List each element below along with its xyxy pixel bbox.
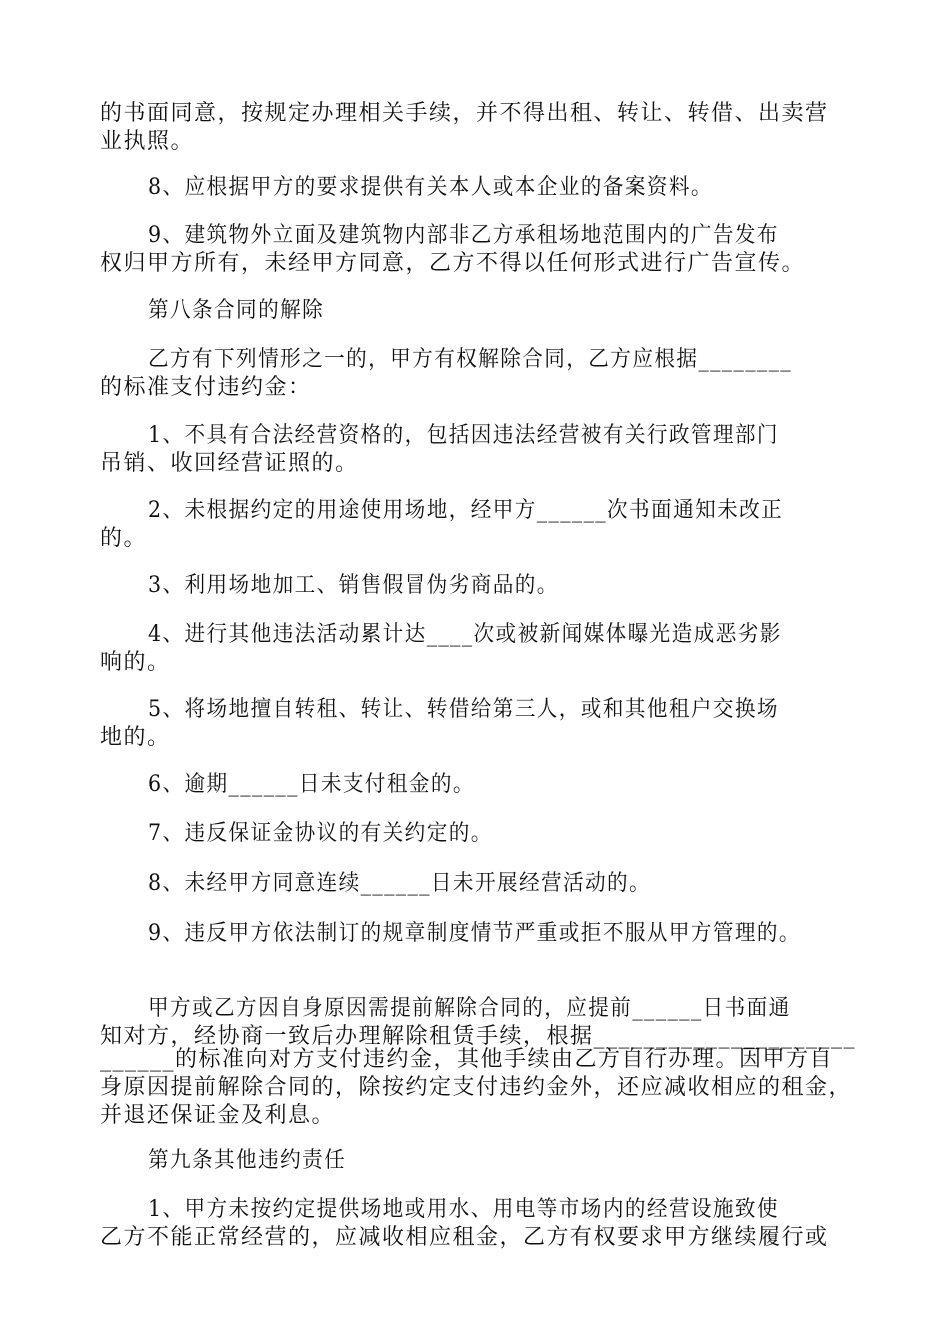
text-line: 权归甲方所有，未经甲方同意，乙方不得以任何形式进行广告宣传。 — [100, 251, 806, 276]
text-line: 5、将场地擅自转租、转让、转借给第三人，或和其他租户交换场 — [148, 697, 779, 722]
text-line: 业执照。 — [100, 129, 195, 154]
text-line: 身原因提前解除合同的，除按约定支付违约金外，还应减收相应的租金， — [100, 1075, 853, 1100]
text-line: 的书面同意，按规定办理相关手续，并不得出租、转让、转借、出卖营 — [100, 101, 829, 126]
text-line: 8、应根据甲方的要求提供有关本人或本企业的备案资料。 — [148, 175, 713, 200]
text-line: 乙方有下列情形之一的，甲方有权解除合同，乙方应根据________ — [148, 347, 793, 372]
text-line: ______的标准向对方支付违约金，其他手续由乙方自行办理。因甲方自 — [100, 1047, 834, 1072]
text-line: 4、进行其他违法活动累计达____次或被新闻媒体曝光造成恶劣影 — [148, 622, 782, 647]
text-line: 甲方或乙方因自身原因需提前解除合同的，应提前______日书面通 — [148, 996, 791, 1021]
text-line: 2、未根据约定的用途使用场地，经甲方______次书面通知未改正 — [148, 498, 784, 523]
text-line: 吊销、收回经营证照的。 — [100, 451, 359, 476]
section-heading: 第九条其他违约责任 — [148, 1148, 347, 1173]
text-line: 地的。 — [100, 725, 171, 750]
text-line: 的标准支付违约金： — [100, 375, 312, 400]
text-line: 并退还保证金及利息。 — [100, 1103, 336, 1128]
text-line: 1、甲方未按约定提供场地或用水、用电等市场内的经营设施致使 — [148, 1197, 779, 1222]
text-line: 的。 — [100, 526, 148, 551]
text-line: 3、利用场地加工、销售假冒伪劣商品的。 — [148, 573, 559, 598]
text-line: 8、未经甲方同意连续______日未开展经营活动的。 — [148, 871, 652, 896]
text-line: 乙方不能正常经营的，应减收相应租金，乙方有权要求甲方继续履行或 — [100, 1225, 829, 1250]
text-line: 1、不具有合法经营资格的，包括因违法经营被有关行政管理部门 — [148, 423, 779, 448]
section-heading: 第八条合同的解除 — [148, 298, 325, 323]
text-line: 响的。 — [100, 650, 171, 675]
text-line: 7、违反保证金协议的有关约定的。 — [148, 821, 493, 846]
text-line: 9、建筑物外立面及建筑物内部非乙方承租场地范围内的广告发布 — [148, 223, 779, 248]
text-line: 6、逾期______日未支付租金的。 — [148, 772, 475, 797]
text-line: 知对方，经协商一致后办理解除租赁手续，根据_____________________ — [100, 1024, 857, 1049]
text-line: 9、违反甲方依法制订的规章制度情节严重或拒不服从甲方管理的。 — [148, 921, 801, 946]
